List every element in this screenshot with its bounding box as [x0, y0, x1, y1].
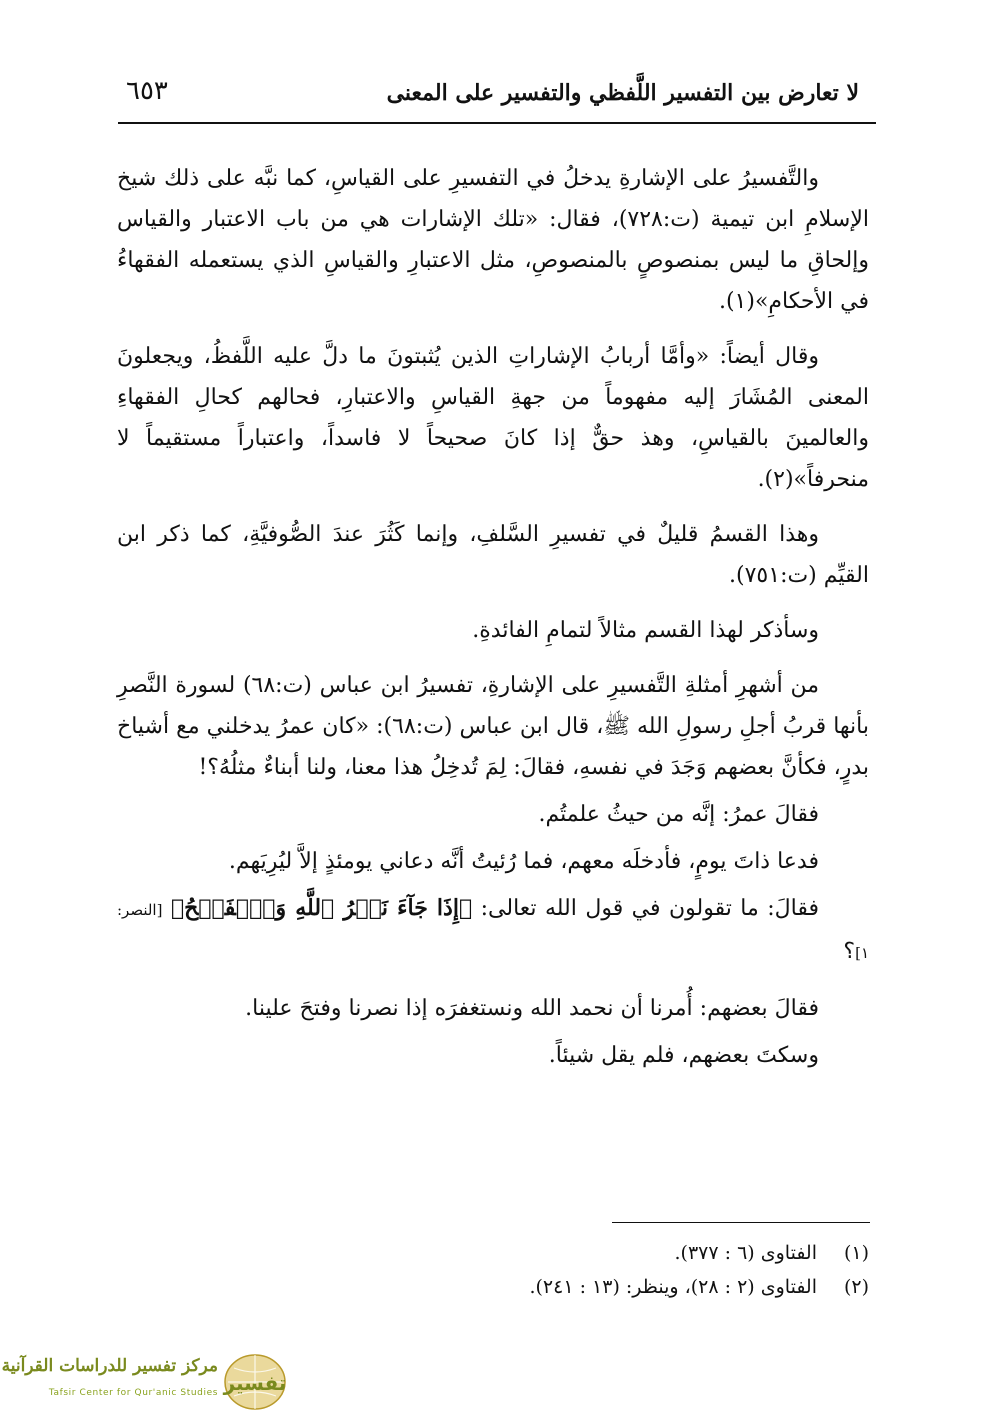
paragraph-4: وسأذكر لهذا القسم مثالاً لتمامِ الفائدةِ.	[472, 618, 819, 643]
footnote-text: الفتاوى (٢ : ٢٨)، وينظر: (١٣ : ٢٤١).	[529, 1276, 817, 1298]
paragraph-6: فقالَ عمرُ: إنَّه من حيثُ علمتُم.	[538, 802, 819, 827]
emblem-word: تفسير	[223, 1371, 287, 1395]
page-number: ٦٥٣	[126, 76, 168, 106]
paragraph-1: والتَّفسيرُ على الإشارةِ يدخلُ في التفسيرِ على القياسِ، كما نبَّه على ذلك شيخ الإسلامِ ابن تيمية (ت:٧٢٨)، فقال: «تلك الإشارات هي من باب الاعتبار والقياس وإلحاقِ ما ليس بمنصوصٍ بالمنصوصِ، مثل الاعتبارِ والقياسِ الذي يستعمله الفقهاءُ في الأحكامِ»(١).	[117, 166, 869, 314]
header-divider	[118, 122, 876, 124]
logo-subtitle: Tafsir Center for Qur'anic Studies	[48, 1388, 218, 1398]
logo-name: مركز تفسير للدراسات القرآنية	[1, 1356, 218, 1376]
verse-intro: فقالَ: ما تقولون في قول الله تعالى:	[480, 896, 819, 921]
main-text	[117, 158, 869, 1090]
globe-emblem-icon	[222, 1352, 288, 1412]
publisher-logo	[1, 1352, 288, 1412]
verse-reference: [النصر: ١]	[117, 901, 869, 962]
footnotes	[117, 1236, 869, 1304]
paragraph-10: وسكتَ بعضهم، فلم يقل شيئاً.	[548, 1043, 819, 1068]
paragraph-7: فدعا ذاتَ يومٍ، فأدخلَه معهم، فما رُئيتُ أنَّه دعاني يومئذٍ إلاَّ ليُرِيَهم.	[228, 849, 819, 874]
footnote-divider	[612, 1222, 870, 1223]
quran-verse: ﴿إِذَا جَآءَ نَصۡرُ ٱللَّهِ وَٱلۡفَتۡحُ﴾	[170, 895, 473, 921]
footnote-1	[117, 1236, 869, 1270]
footnote-text: الفتاوى (٦ : ٣٧٧).	[674, 1242, 817, 1264]
paragraph-9: فقالَ بعضهم: أُمرنا أن نحمد الله ونستغفرَه إذا نصرنا وفتحَ علينا.	[245, 996, 819, 1021]
paragraph-3: وهذا القسمُ قليلٌ في تفسيرِ السَّلفِ، وإنما كَثُرَ عندَ الصُّوفيَّةِ، كما ذكر ابن القيِّم (ت:٧٥١).	[117, 522, 869, 588]
paragraph-8	[117, 888, 869, 974]
footnote-number: (١)	[843, 1242, 869, 1264]
paragraph-5: من أشهرِ أمثلةِ التَّفسيرِ على الإشارةِ، تفسيرُ ابن عباس (ت:٦٨) لسورة النَّصرِ بأنها قربُ أجلِ رسولِ الله ﷺ، قال ابن عباس (ت:٦٨): «كان عمرُ يدخلني مع أشياخ بدرٍ، فكأنَّ بعضهم وَجَدَ في نفسهِ، فقالَ: لِمَ تُدخِلُ هذا معنا، ولنا أبناءٌ مثلُهُ؟!	[117, 673, 869, 780]
paragraph-2: وقال أيضاً: «وأمَّا أربابُ الإشاراتِ الذين يُثبتونَ ما دلَّ عليه اللَّفظُ، ويجعلونَ المعنى المُشَارَ إليه مفهوماً من جهةِ القياسِ والاعتبارِ، فحالهم كحالِ الفقهاءِ والعالمينَ بالقياسِ، وهذ حقٌّ إذا كانَ صحيحاً لا فاسداً، واعتباراً مستقيماً لا منحرفاً»(٢).	[117, 344, 869, 492]
running-header-title: لا تعارض بين التفسير اللَّفظي والتفسير على المعنى	[386, 80, 859, 106]
footnote-number: (٢)	[843, 1276, 869, 1298]
question-mark: ؟	[843, 939, 856, 964]
footnote-2	[117, 1270, 869, 1304]
